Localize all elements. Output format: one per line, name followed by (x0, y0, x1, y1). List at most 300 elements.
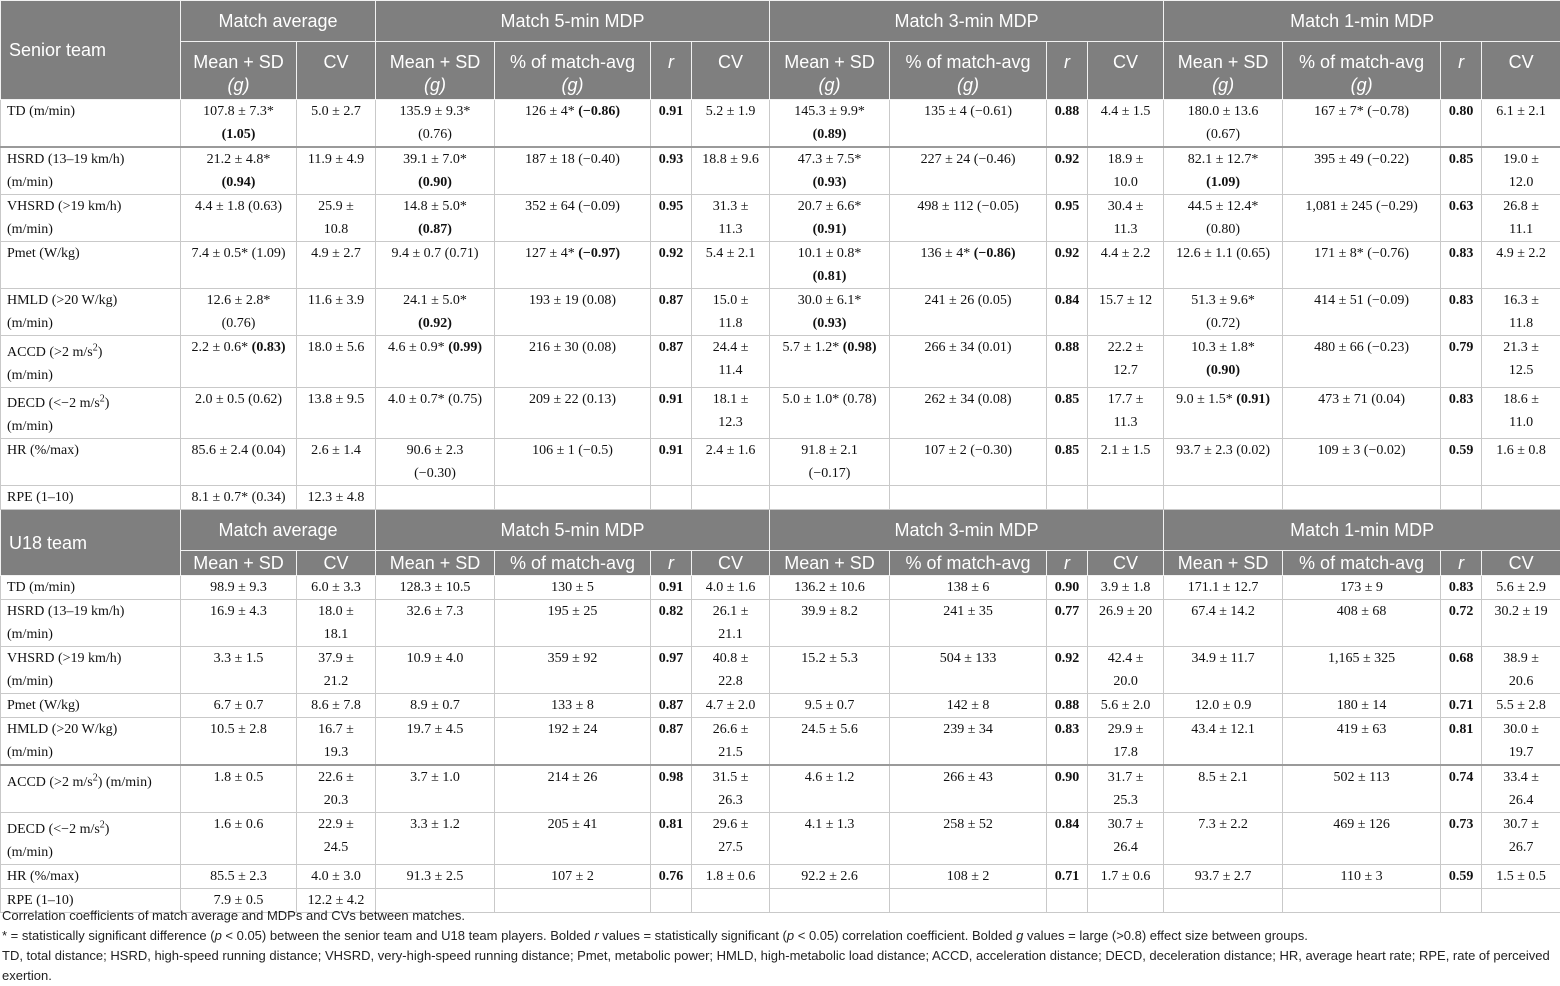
cell-text: 20.0 (1113, 674, 1138, 690)
table-cell (692, 439, 770, 486)
column-header-pct (1283, 42, 1441, 100)
column-header-text: CV (1508, 553, 1534, 574)
superscript: 2 (99, 393, 105, 405)
cell-text: 1.8 ± 0.6 (705, 868, 756, 884)
table-cell (890, 864, 1047, 888)
cell-text: 67.4 ± 14.2 (1191, 604, 1255, 620)
cell-text: 3.3 ± 1.2 (410, 817, 460, 833)
table-cell (297, 336, 376, 388)
cell-text: 19.0 ± (1503, 152, 1539, 167)
table-cell (1283, 765, 1441, 813)
table-cell (1088, 718, 1164, 766)
table-cell (1283, 864, 1441, 888)
table-cell (1047, 600, 1088, 647)
senior-subheader-row (1, 42, 1560, 100)
cell-text: (−0.86) (578, 104, 621, 119)
table-cell (1047, 864, 1088, 888)
table-cell (1088, 576, 1164, 600)
table-row (1, 439, 1560, 486)
table-cell (1283, 336, 1441, 388)
cell-text: 408 ± 68 (1336, 604, 1387, 620)
table-cell (181, 600, 297, 647)
table-cell (1047, 387, 1088, 439)
group-header: Match 3-min MDP (770, 1, 1164, 42)
cell-text: 0.91 (658, 580, 684, 596)
cell-text: 498 ± 112 (−0.05) (917, 199, 1019, 214)
table-cell (297, 576, 376, 600)
column-header-r (1441, 42, 1482, 100)
table-cell (495, 289, 651, 336)
cell-text: 25.3 (1113, 793, 1138, 809)
table-cell (297, 486, 376, 510)
cell-text: 127 ± 4* (525, 246, 579, 261)
table-cell (692, 600, 770, 647)
cell-text: 0.88 (1054, 104, 1080, 119)
cell-text: 107.8 ± 7.3* (203, 104, 274, 119)
group-header: Match 1-min MDP (1164, 510, 1560, 551)
cell-text: 34.9 ± 11.7 (1191, 651, 1255, 667)
cell-text: 16.9 ± 4.3 (210, 604, 267, 620)
table-cell (1164, 289, 1283, 336)
cell-text: 0.92 (1054, 152, 1080, 167)
table-cell (495, 336, 651, 388)
cell-text: 10.8 (323, 222, 349, 237)
table-cell (297, 242, 376, 289)
cell-text: 26.4 (1113, 840, 1138, 856)
table-cell (1441, 600, 1482, 647)
cell-text: 20.6 (1508, 674, 1534, 690)
table-cell (692, 718, 770, 766)
table-cell (376, 486, 495, 510)
row-label (1, 864, 181, 888)
cell-text: 171 ± 8* (−0.76) (1314, 246, 1410, 261)
cell-text: 109 ± 3 (−0.02) (1317, 443, 1406, 459)
table-cell (692, 387, 770, 439)
table-cell (890, 242, 1047, 289)
table-cell (1047, 289, 1088, 336)
cell-text: 106 ± 1 (−0.5) (532, 443, 613, 459)
table-cell (1283, 387, 1441, 439)
cell-text: 128.3 ± 10.5 (399, 580, 471, 596)
column-header-text: Mean + SD (193, 553, 284, 574)
table-cell (181, 147, 297, 195)
cell-text: 32.6 ± 7.3 (406, 604, 464, 620)
cell-text: 9.4 ± 0.7 (0.71) (391, 246, 479, 261)
table-cell (376, 242, 495, 289)
table-cell (1482, 718, 1560, 766)
cell-text: 0.81 (658, 817, 684, 833)
cell-text: 4.9 ± 2.7 (311, 246, 361, 261)
senior-header-row (1, 1, 1560, 42)
table-cell (297, 765, 376, 813)
table-cell (692, 864, 770, 888)
cell-text: 18.8 ± 9.6 (702, 152, 759, 167)
table-cell (181, 195, 297, 242)
senior-section (1, 1, 1560, 510)
table-cell (770, 387, 890, 439)
column-header-mean-sd (376, 42, 495, 100)
row-label-line: (m/min) (7, 316, 53, 331)
table-cell (1164, 765, 1283, 813)
table-cell (1164, 242, 1283, 289)
table-cell (1047, 718, 1088, 766)
cell-text: 5.0 ± 1.0* (0.78) (782, 391, 877, 407)
cell-text: (0.76) (418, 127, 452, 142)
cell-text: 135 ± 4 (−0.61) (924, 104, 1012, 119)
table-cell (651, 576, 692, 600)
table-cell (651, 336, 692, 388)
cell-text: 0.87 (658, 293, 684, 308)
table-cell (1283, 195, 1441, 242)
table-cell (1047, 195, 1088, 242)
table-cell (181, 242, 297, 289)
column-header-text: % of match-avg (1299, 553, 1425, 574)
table-cell (692, 336, 770, 388)
cell-text: 0.93 (658, 152, 684, 167)
table-cell (1164, 439, 1283, 486)
cell-text: (1.09) (1206, 175, 1240, 190)
table-cell (1441, 100, 1482, 148)
table-cell (890, 647, 1047, 694)
table-cell (1283, 600, 1441, 647)
table-row (1, 694, 1560, 718)
cell-text: 1,165 ± 325 (1327, 651, 1396, 667)
cell-text: 11.3 (1113, 414, 1138, 430)
table-cell (1164, 813, 1283, 865)
cell-text: 10.9 ± 4.0 (406, 651, 464, 667)
cell-text: 4.0 ± 0.7* (0.75) (388, 391, 483, 407)
cell-text: 108 ± 2 (946, 868, 990, 884)
cell-text: 43.4 ± 12.1 (1191, 722, 1255, 738)
table-row (1, 813, 1560, 865)
row-label-line: VHSRD (>19 km/h) (7, 651, 122, 667)
table-cell (692, 694, 770, 718)
cell-text: 0.92 (658, 246, 684, 261)
table-footnotes (2, 906, 1558, 986)
table-cell (692, 289, 770, 336)
table-row (1, 195, 1560, 242)
cell-text: 142 ± 8 (946, 698, 990, 714)
cell-text: 266 ± 43 (943, 770, 993, 786)
table-cell (651, 864, 692, 888)
table-cell (770, 694, 890, 718)
table-row (1, 864, 1560, 888)
table-cell (376, 289, 495, 336)
cell-text: 0.84 (1054, 817, 1080, 833)
column-header-r (651, 42, 692, 100)
cell-text: 0.83 (1448, 391, 1474, 407)
column-header-cv (1088, 551, 1164, 576)
column-header-pct (495, 42, 651, 100)
cell-text: 38.9 ± (1503, 651, 1539, 667)
cell-text: 6.0 ± 3.3 (311, 580, 361, 596)
cell-text: (0.72) (1206, 316, 1240, 331)
table-row (1, 718, 1560, 766)
footnote-line: TD, total distance; HSRD, high-speed running distance; VHSRD, very-high-speed running distance; Pmet, metabolic power; HMLD, high-metabolic load distance; ACCD, acceleration distance; DECD, deceleration distance; HR, average heart rate; RPE, rate of perceived exertion. (2, 948, 1550, 983)
cell-text: 0.59 (1448, 443, 1474, 459)
u18-header-row (1, 510, 1560, 551)
cell-text: 11.9 ± 4.9 (307, 152, 365, 167)
table-cell (376, 718, 495, 766)
table-cell (651, 647, 692, 694)
cell-text: 414 ± 51 (−0.09) (1314, 293, 1410, 308)
cell-text: 26.1 ± (712, 604, 749, 620)
table-cell (376, 864, 495, 888)
table-cell (1088, 864, 1164, 888)
table-cell (1441, 147, 1482, 195)
cell-text: 25.9 ± (318, 199, 354, 214)
row-label (1, 813, 181, 865)
cell-text: 1.8 ± 0.5 (213, 770, 264, 786)
table-cell (651, 765, 692, 813)
cell-text: 0.80 (1448, 104, 1474, 119)
column-header-text: r (1458, 553, 1465, 574)
row-label (1, 647, 181, 694)
cell-text: 11.1 (1509, 222, 1534, 237)
cell-text: (0.91) (812, 222, 847, 237)
table-cell (495, 718, 651, 766)
effect-size-label: (g) (227, 75, 250, 95)
column-header-text: CV (718, 553, 744, 574)
cell-text: 30.7 ± (1503, 817, 1539, 833)
table-cell (1482, 289, 1560, 336)
cell-text: 19.7 ± 4.5 (406, 722, 464, 738)
cell-text: 11.3 (1113, 222, 1138, 237)
cell-text: 0.88 (1054, 340, 1080, 355)
table-cell (1047, 242, 1088, 289)
table-cell (181, 336, 297, 388)
row-label (1, 600, 181, 647)
table-cell (692, 195, 770, 242)
row-label (1, 100, 181, 148)
cell-text: 90.6 ± 2.3 (406, 443, 464, 459)
table-cell (692, 486, 770, 510)
row-label (1, 195, 181, 242)
column-header-pct (1283, 551, 1441, 576)
column-header-text: % of match-avg (905, 553, 1031, 574)
cell-text: 1,081 ± 245 (−0.29) (1305, 199, 1418, 214)
table-cell (376, 694, 495, 718)
cell-text: (0.93) (812, 175, 847, 190)
superscript: 2 (99, 819, 105, 831)
effect-size-label: (g) (561, 75, 584, 95)
table-cell (1482, 100, 1560, 148)
cell-text: 266 ± 34 (0.01) (924, 340, 1012, 355)
column-header-text: r (1064, 553, 1071, 574)
table-row (1, 765, 1560, 813)
cell-text: (0.92) (418, 316, 452, 331)
table-cell (181, 486, 297, 510)
cell-text: 0.72 (1448, 604, 1474, 620)
table-row (1, 100, 1560, 148)
row-label (1, 439, 181, 486)
cell-text: 0.87 (658, 722, 684, 738)
table-cell (181, 647, 297, 694)
column-header-text: r (1458, 52, 1465, 72)
table-cell (770, 486, 890, 510)
cell-text: 0.71 (1448, 698, 1474, 714)
cell-text: 4.6 ± 1.2 (804, 770, 855, 786)
table-cell (376, 387, 495, 439)
column-header-r (1047, 42, 1088, 100)
cell-text: 359 ± 92 (547, 651, 598, 667)
column-header-mean-sd (770, 42, 890, 100)
cell-text: 26.3 (718, 793, 743, 809)
cell-text: 0.85 (1448, 152, 1474, 167)
cell-text: 0.91 (658, 104, 684, 119)
table-cell (1047, 147, 1088, 195)
cell-text: 31.3 ± (712, 199, 749, 214)
cell-text: 5.6 ± 2.9 (1496, 580, 1546, 596)
table-cell (692, 576, 770, 600)
table-cell (1088, 242, 1164, 289)
column-header-cv (1088, 42, 1164, 100)
table-cell (1441, 576, 1482, 600)
cell-text: 26.8 ± (1503, 199, 1539, 214)
group-header: Match average (181, 1, 376, 42)
table-cell (1482, 195, 1560, 242)
cell-text: 24.4 ± (712, 340, 749, 355)
table-cell (297, 100, 376, 148)
column-header-mean-sd (770, 551, 890, 576)
table-cell (1441, 289, 1482, 336)
table-cell (181, 864, 297, 888)
cell-text: (0.76) (221, 316, 256, 331)
table-cell (376, 147, 495, 195)
column-header-text: CV (1508, 52, 1534, 72)
column-header-text: CV (1113, 553, 1139, 574)
row-label-line: TD (m/min) (7, 580, 76, 596)
cell-text: 5.4 ± 2.1 (705, 246, 756, 261)
table-cell (297, 647, 376, 694)
effect-size-label: (g) (424, 75, 447, 95)
cell-text: (0.93) (812, 316, 847, 331)
cell-text: 40.8 ± (712, 651, 749, 667)
cell-text: 17.7 ± (1107, 391, 1144, 407)
group-header: Match 5-min MDP (376, 510, 770, 551)
table-row (1, 242, 1560, 289)
table-cell (1164, 387, 1283, 439)
group-header: Match 3-min MDP (770, 510, 1164, 551)
superscript: 2 (92, 342, 98, 353)
cell-text: 18.0 ± 5.6 (307, 340, 365, 355)
cell-text: 173 ± 9 (1340, 580, 1383, 596)
table-cell (651, 289, 692, 336)
table-cell (376, 336, 495, 388)
cell-text: 227 ± 24 (−0.46) (920, 152, 1016, 167)
cell-text: 4.1 ± 1.3 (804, 817, 855, 833)
table-cell (376, 765, 495, 813)
table-cell (181, 576, 297, 600)
cell-text: 7.4 ± 0.5* (1.09) (191, 246, 286, 261)
cell-text: (−0.30) (414, 466, 456, 482)
column-header-mean-sd (376, 551, 495, 576)
cell-text: 47.3 ± 7.5* (797, 152, 862, 167)
cell-text: 195 ± 25 (547, 604, 598, 620)
cell-text: 0.87 (658, 698, 684, 714)
cell-text: 0.81 (1448, 722, 1474, 738)
table-cell (770, 100, 890, 148)
table-cell (890, 387, 1047, 439)
row-label-line: ACCD (>2 $m/s^2$) (m/min) (7, 772, 152, 790)
cell-text: 20.7 ± 6.6* (797, 199, 862, 214)
column-header-text: Mean + SD (1177, 52, 1269, 72)
cell-text: 0.92 (1054, 651, 1080, 667)
table-cell (495, 864, 651, 888)
cell-text: (−0.86) (973, 246, 1016, 261)
table-cell (890, 765, 1047, 813)
cell-text: 44.5 ± 12.4* (1187, 199, 1259, 214)
cell-text: 39.9 ± 8.2 (801, 604, 858, 620)
table-cell (1088, 765, 1164, 813)
table-cell (651, 387, 692, 439)
cell-text: 10.1 ± 0.8* (797, 246, 862, 261)
cell-text: 0.74 (1448, 770, 1474, 786)
cell-text: 16.7 ± (318, 722, 354, 738)
table-cell (181, 765, 297, 813)
cell-text: 209 ± 22 (0.13) (529, 391, 617, 407)
row-label (1, 486, 181, 510)
cell-text: 11.8 (1509, 316, 1534, 331)
cell-text: 180.0 ± 13.6 (1187, 104, 1259, 119)
senior-team-title: Senior team (1, 1, 181, 100)
table-cell (181, 718, 297, 766)
row-label-line: HSRD (13–19 km/h) (7, 152, 125, 167)
table-cell (890, 600, 1047, 647)
table-cell (1283, 242, 1441, 289)
cell-text: 30.7 ± (1107, 817, 1144, 833)
cell-text: 0.83 (1448, 580, 1474, 596)
table-cell (890, 718, 1047, 766)
cell-text: 8.5 ± 2.1 (1198, 770, 1248, 786)
table-cell (1482, 813, 1560, 865)
table-cell (890, 289, 1047, 336)
cell-text: 4.7 ± 2.0 (705, 698, 756, 714)
cell-text: 0.76 (658, 868, 684, 884)
cell-text: 91.3 ± 2.5 (406, 868, 464, 884)
superscript: 2 (92, 772, 98, 784)
table-cell (376, 576, 495, 600)
table-cell (297, 718, 376, 766)
row-label-line: RPE (1–10) (7, 892, 74, 908)
table-cell (376, 100, 495, 148)
row-label (1, 718, 181, 766)
column-header-text: Mean + SD (389, 52, 481, 72)
table-row (1, 576, 1560, 600)
cell-text: 93.7 ± 2.7 (1194, 868, 1252, 884)
cell-text: 8.6 ± 7.8 (311, 698, 361, 714)
cell-text: 12.0 (1508, 175, 1534, 190)
table-cell (770, 576, 890, 600)
cell-text: 0.90 (1054, 770, 1080, 786)
cell-text: 4.9 ± 2.2 (1496, 246, 1546, 261)
table-cell (495, 600, 651, 647)
cell-text: 4.4 ± 1.5 (1100, 104, 1151, 119)
table-cell (297, 694, 376, 718)
cell-text: 11.0 (1509, 414, 1534, 430)
table-cell (297, 147, 376, 195)
u18-section (1, 510, 1560, 913)
cell-text: 20.3 (323, 793, 349, 809)
table-cell (1164, 486, 1283, 510)
table-cell (1047, 694, 1088, 718)
column-header-text: CV (323, 52, 349, 72)
row-label (1, 576, 181, 600)
table-cell (890, 336, 1047, 388)
cell-text: 12.6 ± 1.1 (0.65) (1176, 246, 1271, 261)
row-label (1, 289, 181, 336)
cell-text: 30.4 ± (1107, 199, 1144, 214)
